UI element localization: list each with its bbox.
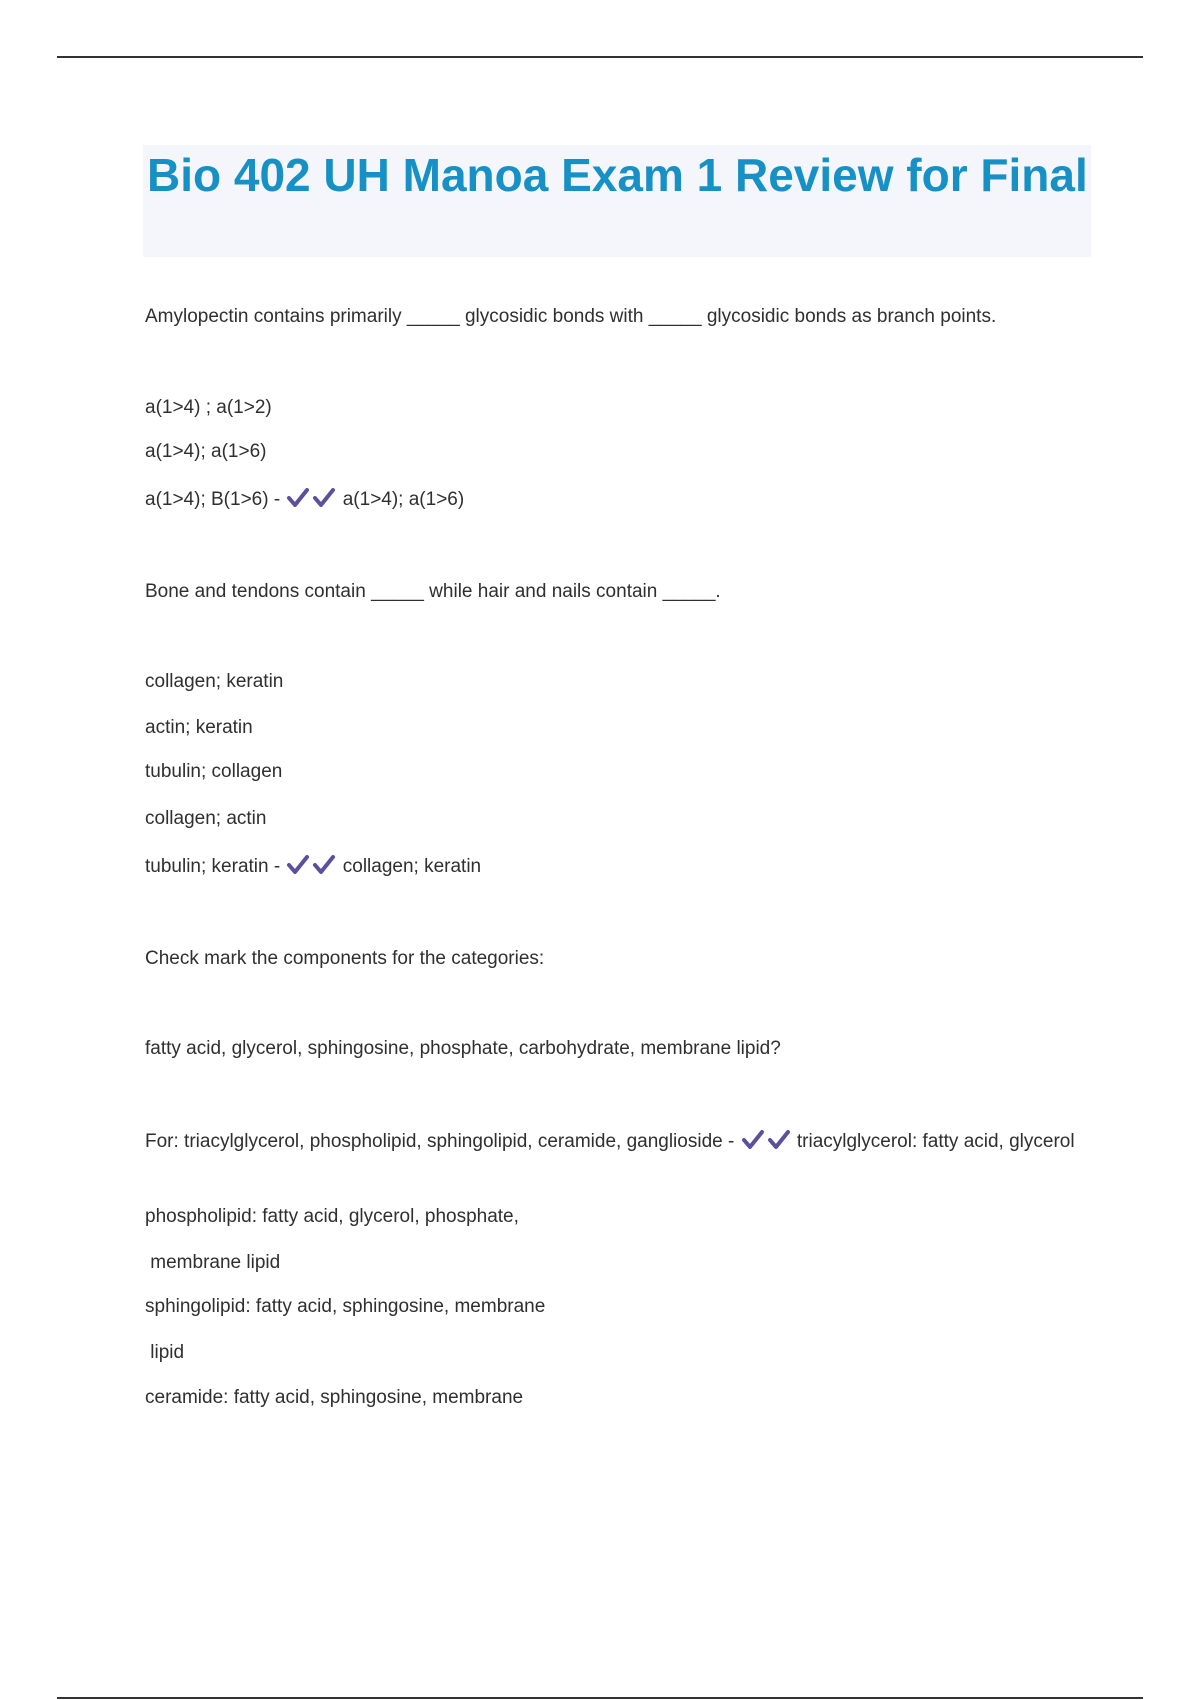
q3-prompt: For: triacylglycerol, phospholipid, sphingolipid, ceramide, ganglioside -: [145, 1131, 735, 1152]
checkmark-icon: [312, 487, 336, 509]
q2-option-3: tubulin; collagen: [145, 761, 283, 782]
question-2-text: Bone and tendons contain _____ while hair and nails contain _____.: [145, 581, 721, 602]
q3-components: fatty acid, glycerol, sphingosine, phosphate, carbohydrate, membrane lipid?: [145, 1038, 781, 1059]
q2-answer: collagen; keratin: [342, 856, 482, 877]
q3-answer-line-1: triacylglycerol: fatty acid, glycerol: [796, 1131, 1075, 1152]
q3-answer-line-5: lipid: [145, 1342, 185, 1363]
page-title: Bio 402 UH Manoa Exam 1 Review for Final: [147, 149, 1088, 201]
q2-option-2: actin; keratin: [145, 717, 253, 738]
checkmark-icon: [741, 1129, 765, 1151]
q1-option-3: a(1>4); B(1>6) -: [145, 489, 281, 510]
q1-answer: a(1>4); a(1>6): [342, 489, 465, 510]
q1-option-2: a(1>4); a(1>6): [145, 441, 267, 462]
q1-answer-line: [145, 485, 464, 515]
q3-answer-line-6: ceramide: fatty acid, sphingosine, membrane: [145, 1387, 524, 1408]
q3-answer-block: [145, 1127, 1095, 1157]
checkmark-icon: [286, 854, 310, 876]
question-3-text: Check mark the components for the categories:: [145, 948, 545, 969]
q3-answer-line-4: sphingolipid: fatty acid, sphingosine, membrane: [145, 1296, 546, 1317]
q3-answer-line-2: phospholipid: fatty acid, glycerol, phosphate,: [145, 1206, 519, 1227]
checkmark-icon: [767, 1129, 791, 1151]
q1-option-1: a(1>4) ; a(1>2): [145, 397, 272, 418]
q2-answer-line: [145, 852, 481, 882]
bottom-rule: [57, 1697, 1143, 1699]
q2-option-1: collagen; keratin: [145, 671, 284, 692]
q2-option-4: collagen; actin: [145, 808, 267, 829]
checkmark-icon: [286, 487, 310, 509]
q3-answer-line-3: membrane lipid: [145, 1252, 281, 1273]
question-1-text: Amylopectin contains primarily _____ glycosidic bonds with _____ glycosidic bonds as branch points.: [145, 306, 997, 327]
title-banner: [143, 145, 1091, 257]
top-rule: [57, 56, 1143, 58]
q2-option-5: tubulin; keratin -: [145, 856, 281, 877]
checkmark-icon: [312, 854, 336, 876]
